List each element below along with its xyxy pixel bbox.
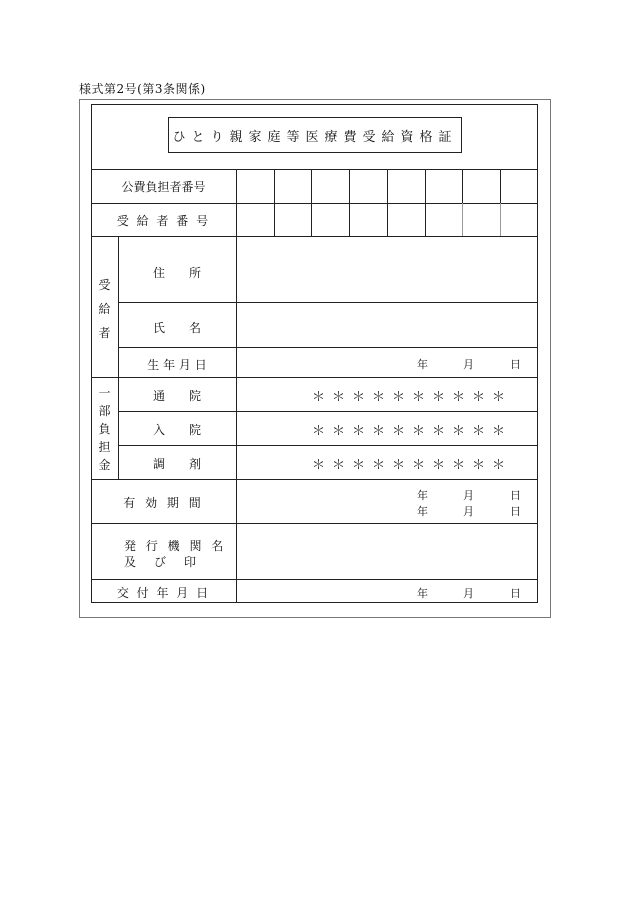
cell-divider xyxy=(274,169,275,236)
copay-group-char: 金 xyxy=(98,458,111,472)
cell-divider xyxy=(500,169,501,203)
cell-divider xyxy=(500,203,501,236)
row-divider xyxy=(91,236,538,237)
outpatient-label: 通 院 xyxy=(152,389,201,403)
month-label: 月 xyxy=(463,505,474,518)
outpatient-value: ＊＊＊＊＊＊＊＊＊＊ xyxy=(312,390,513,405)
row-divider xyxy=(91,203,538,204)
row-divider xyxy=(118,445,538,446)
form-title: ひとり親家庭等医療費受給資格証 xyxy=(168,117,462,153)
recipient-group-char: 者 xyxy=(98,326,111,340)
copay-group-char: 一 xyxy=(98,386,111,400)
inpatient-label: 入 院 xyxy=(152,423,201,437)
valid-period-label: 有 効 期 間 xyxy=(123,496,204,510)
row-divider xyxy=(91,169,538,170)
recipient-number-label: 受 給 者 番 号 xyxy=(116,214,211,228)
year-label: 年 xyxy=(417,587,428,600)
month-label: 月 xyxy=(463,587,474,600)
day-label: 日 xyxy=(510,489,521,502)
cell-divider xyxy=(462,203,463,236)
cell-divider xyxy=(311,169,312,236)
day-label: 日 xyxy=(510,358,521,371)
cell-divider xyxy=(387,169,388,236)
cell-divider xyxy=(462,169,463,203)
name-label: 氏 名 xyxy=(152,321,201,335)
row-divider xyxy=(91,523,538,524)
row-divider xyxy=(91,479,538,480)
month-label: 月 xyxy=(463,358,474,371)
row-divider xyxy=(91,579,538,580)
day-label: 日 xyxy=(510,587,521,600)
issuer-label: 発 行 機 関 名 xyxy=(124,539,227,553)
seal-label: 及 び 印 xyxy=(124,555,200,569)
inpatient-value: ＊＊＊＊＊＊＊＊＊＊ xyxy=(312,424,513,439)
recipient-group-char: 受 xyxy=(98,278,111,292)
year-label: 年 xyxy=(417,358,428,371)
form-number: 様式第2号(第3条関係) xyxy=(79,82,206,96)
row-divider xyxy=(118,302,538,303)
row-divider xyxy=(118,411,538,412)
recipient-group-char: 給 xyxy=(98,302,111,316)
month-label: 月 xyxy=(463,489,474,502)
day-label: 日 xyxy=(510,505,521,518)
copay-group-char: 部 xyxy=(98,404,111,418)
copay-group-char: 担 xyxy=(98,440,111,454)
burden-number-label: 公費負担者番号 xyxy=(121,180,206,194)
row-divider xyxy=(91,377,538,378)
dispensing-label: 調 剤 xyxy=(152,457,201,471)
column-divider xyxy=(236,169,237,603)
issue-date-label: 交 付 年 月 日 xyxy=(116,586,211,600)
address-label: 住 所 xyxy=(152,266,201,280)
birthdate-label: 生 年 月 日 xyxy=(147,358,207,372)
cell-divider xyxy=(425,169,426,236)
cell-divider xyxy=(349,169,350,236)
year-label: 年 xyxy=(417,489,428,502)
dispensing-value: ＊＊＊＊＊＊＊＊＊＊ xyxy=(312,458,513,473)
row-divider xyxy=(118,347,538,348)
year-label: 年 xyxy=(417,505,428,518)
copay-group-char: 負 xyxy=(98,422,111,436)
